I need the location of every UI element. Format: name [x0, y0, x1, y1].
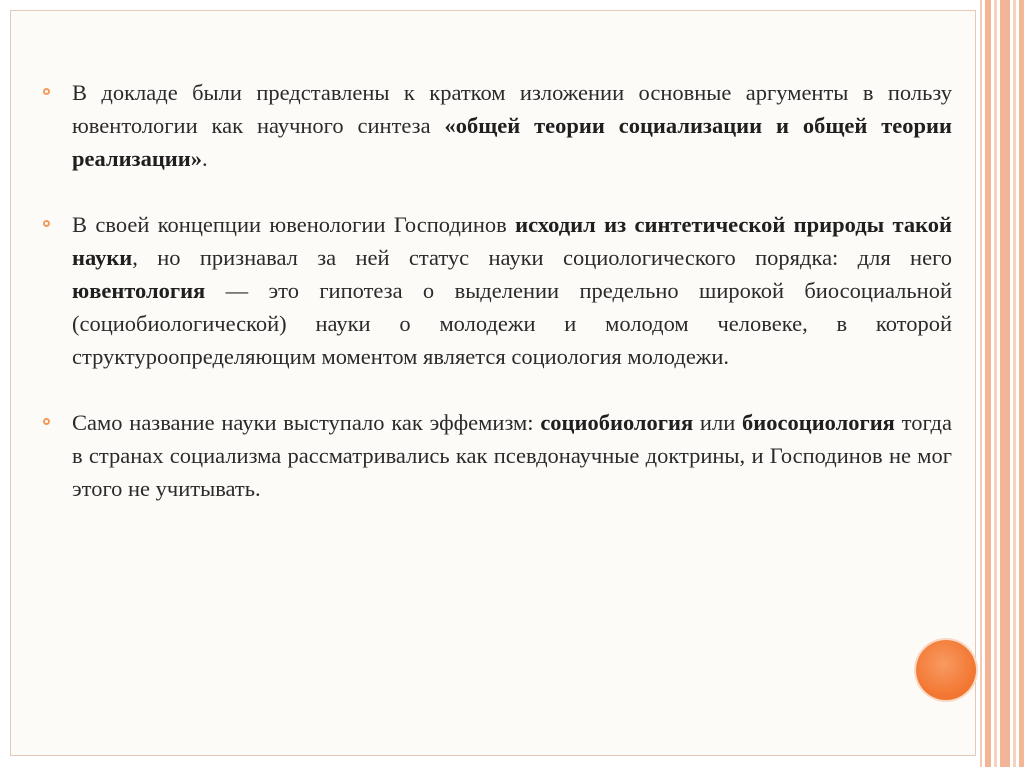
- orange-circle-icon: [916, 640, 976, 700]
- ring-bullet-icon: [43, 418, 50, 425]
- bullet-list: [40, 76, 952, 538]
- list-item: [40, 76, 952, 175]
- stripe: [994, 0, 997, 767]
- stripe: [980, 0, 982, 767]
- bold-phrase: исходил из синтетической природы такой науки: [72, 212, 953, 270]
- paragraph: Само название науки выступало как эффемизм: социобиология или биосоциология тогда в странах социализма рассматривались как псевдонаучные доктрины, и Господинов не мог этого не учитывать.: [72, 410, 952, 501]
- bold-term: ювентология: [72, 278, 206, 303]
- stripe: [1000, 0, 1010, 767]
- paragraph: В своей концепции ювенологии Господинов исходил из синтетической природы такой науки, но признавал за ней статус науки социологического порядка: для него ювентология — это гипотеза о выделении предельно широкой биосоциальной (социобиологической) науки о молодежи и молодом человеке, в которой структуроопределяющим моментом является социология молодежи.: [72, 212, 953, 369]
- list-item: [40, 208, 952, 373]
- list-item: [40, 406, 952, 505]
- ring-bullet-icon: [43, 220, 50, 227]
- paragraph: В докладе были представлены к кратком изложении основные аргументы в пользу ювентологии как научного синтеза «общей теории социализации и общей теории реализации».: [72, 80, 952, 171]
- stripe: [985, 0, 991, 767]
- bold-phrase: «общей теории социализации и общей теории реализации»: [72, 113, 952, 171]
- bold-term: биосоциология: [742, 410, 895, 435]
- stripe: [1013, 0, 1016, 767]
- bold-term: социобиология: [540, 410, 694, 435]
- decorative-stripes: [980, 0, 1024, 767]
- stripe: [1019, 0, 1024, 767]
- ring-bullet-icon: [43, 88, 50, 95]
